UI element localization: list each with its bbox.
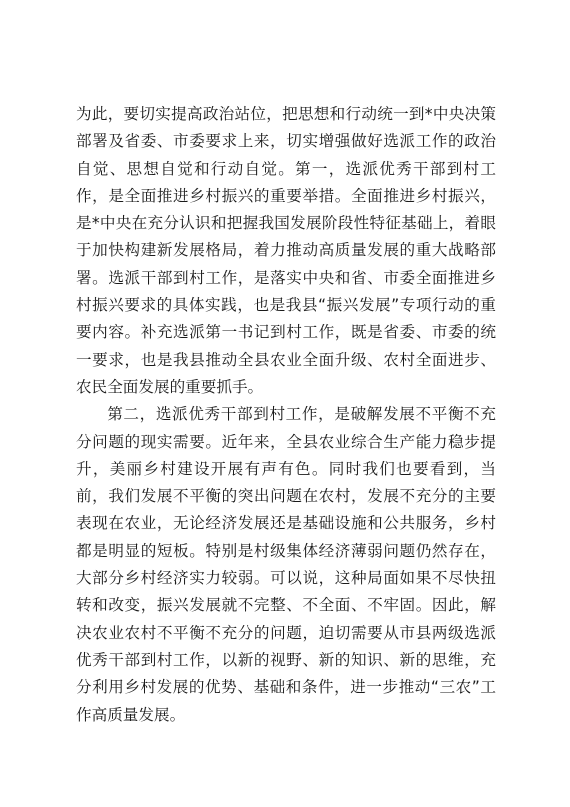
paragraph-2: 第二，选派优秀干部到村工作，是破解发展不平衡不充分问题的现实需要。近年来，全县农业综合生产能力稳步提升，美丽乡村建设开展有声有色。同时我们也要看到，当前，我们发展不平衡的突出问题在农村，发展不充分的主要表现在农业，无论经济发展还是基础设施和公共服务，乡村都是明显的短板。特别是村级集体经济薄弱问题仍然存在，大部分乡村经济实力较弱。可以说，这种局面如果不尽快扭转和改变，振兴发展就不完整、不全面、不牢固。因此，解决农业农村不平衡不充分的问题，迫切需要从市县两级选派优秀干部到村工作，以新的视野、新的知识、新的思维，充分利用乡村发展的优势、基础和条件，进一步推动“三农”工作高质量发展。 <box>76 405 496 724</box>
body-text <box>76 101 496 729</box>
paragraph-1: 为此，要切实提高政治站位，把思想和行动统一到*中央决策部署及省委、市委要求上来，切实增强做好选派工作的政治自觉、思想自觉和行动自觉。第一，选派优秀干部到村工作，是全面推进乡村振兴的重要举措。全面推进乡村振兴，是*中央在充分认识和把握我国发展阶段性特征基础上，着眼于加快构建新发展格局，着力推动高质量发展的重大战略部署。选派干部到村工作，是落实中央和省、市委全面推进乡村振兴要求的具体实践，也是我县“振兴发展”专项行动的重要内容。补充选派第一书记到村工作，既是省委、市委的统一要求，也是我县推动全县农业全面升级、农村全面进步、农民全面发展的重要抓手。 <box>76 105 496 396</box>
